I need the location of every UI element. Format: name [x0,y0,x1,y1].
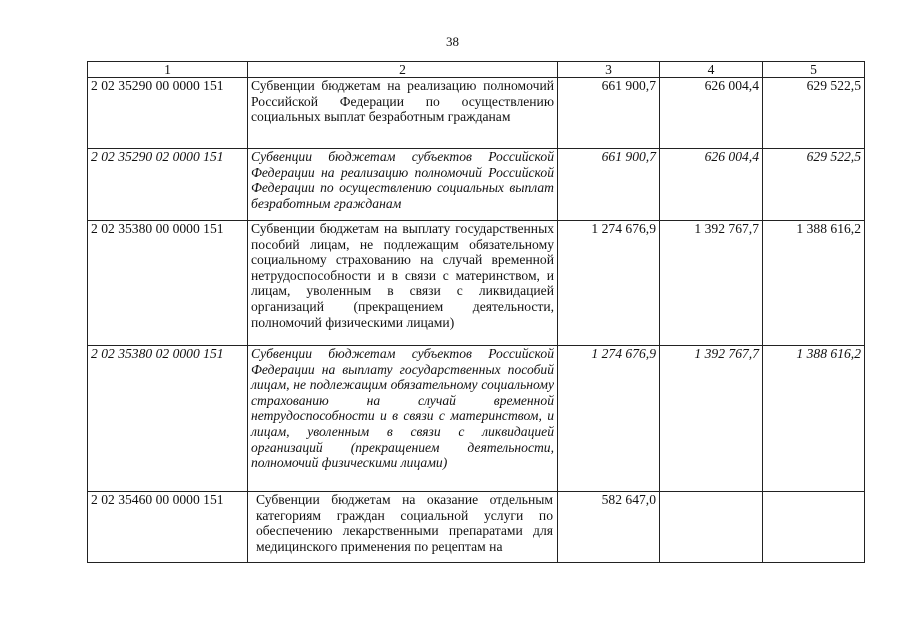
table-row [88,346,865,492]
budget-table [87,61,865,563]
table-row [88,221,865,346]
amount-col3: 582 647,0 [558,492,660,563]
income-description: Субвенции бюджетам на реализацию полномочий Российской Федерации по осуществлению социальных выплат безработным гражданам [248,78,558,149]
amount-col3: 661 900,7 [558,78,660,149]
column-header: 2 [248,62,558,78]
amount-col5: 1 388 616,2 [763,221,865,346]
amount-col5: 629 522,5 [763,149,865,221]
amount-col4: 626 004,4 [660,149,763,221]
table-row [88,492,865,563]
column-header: 4 [660,62,763,78]
budget-code: 2 02 35460 00 0000 151 [88,492,248,563]
amount-col3: 1 274 676,9 [558,346,660,492]
amount-col5: 629 522,5 [763,78,865,149]
income-description: Субвенции бюджетам субъектов Российской Федерации на выплату государственных пособий лицам, не подлежащим обязательному социальному страхованию на случай временной нетрудоспособности и в связи с материнством, и лицам, уволенным в связи с ликвидацией организаций (прекращением деятельности, полномочий физическими лицами) [248,346,558,492]
income-description: Субвенции бюджетам субъектов Российской Федерации на реализацию полномочий Российской Федерации по осуществлению социальных выплат безработным гражданам [248,149,558,221]
table-row [88,78,865,149]
amount-col3: 1 274 676,9 [558,221,660,346]
amount-col4: 1 392 767,7 [660,346,763,492]
amount-col5 [763,492,865,563]
budget-code: 2 02 35380 02 0000 151 [88,346,248,492]
income-description: Субвенции бюджетам на выплату государственных пособий лицам, не подлежащим обязательному социальному страхованию на случай временной нетрудоспособности и в связи с материнством, и лицам, уволенным в связи с ликвидацией организаций (прекращением деятельности, полномочий физическими лицами) [248,221,558,346]
budget-code: 2 02 35380 00 0000 151 [88,221,248,346]
column-header: 5 [763,62,865,78]
amount-col4: 626 004,4 [660,78,763,149]
table-header-row [88,62,865,78]
budget-code: 2 02 35290 00 0000 151 [88,78,248,149]
amount-col3: 661 900,7 [558,149,660,221]
column-header: 1 [88,62,248,78]
column-header: 3 [558,62,660,78]
income-description: Субвенции бюджетам на оказание отдельным категориям граждан социальной услуги по обеспечению лекарственными препаратами для медицинского применения по рецептам на [248,492,558,563]
amount-col4 [660,492,763,563]
page-number: 38 [446,34,459,49]
amount-col4: 1 392 767,7 [660,221,763,346]
table-row [88,149,865,221]
budget-code: 2 02 35290 02 0000 151 [88,149,248,221]
amount-col5: 1 388 616,2 [763,346,865,492]
